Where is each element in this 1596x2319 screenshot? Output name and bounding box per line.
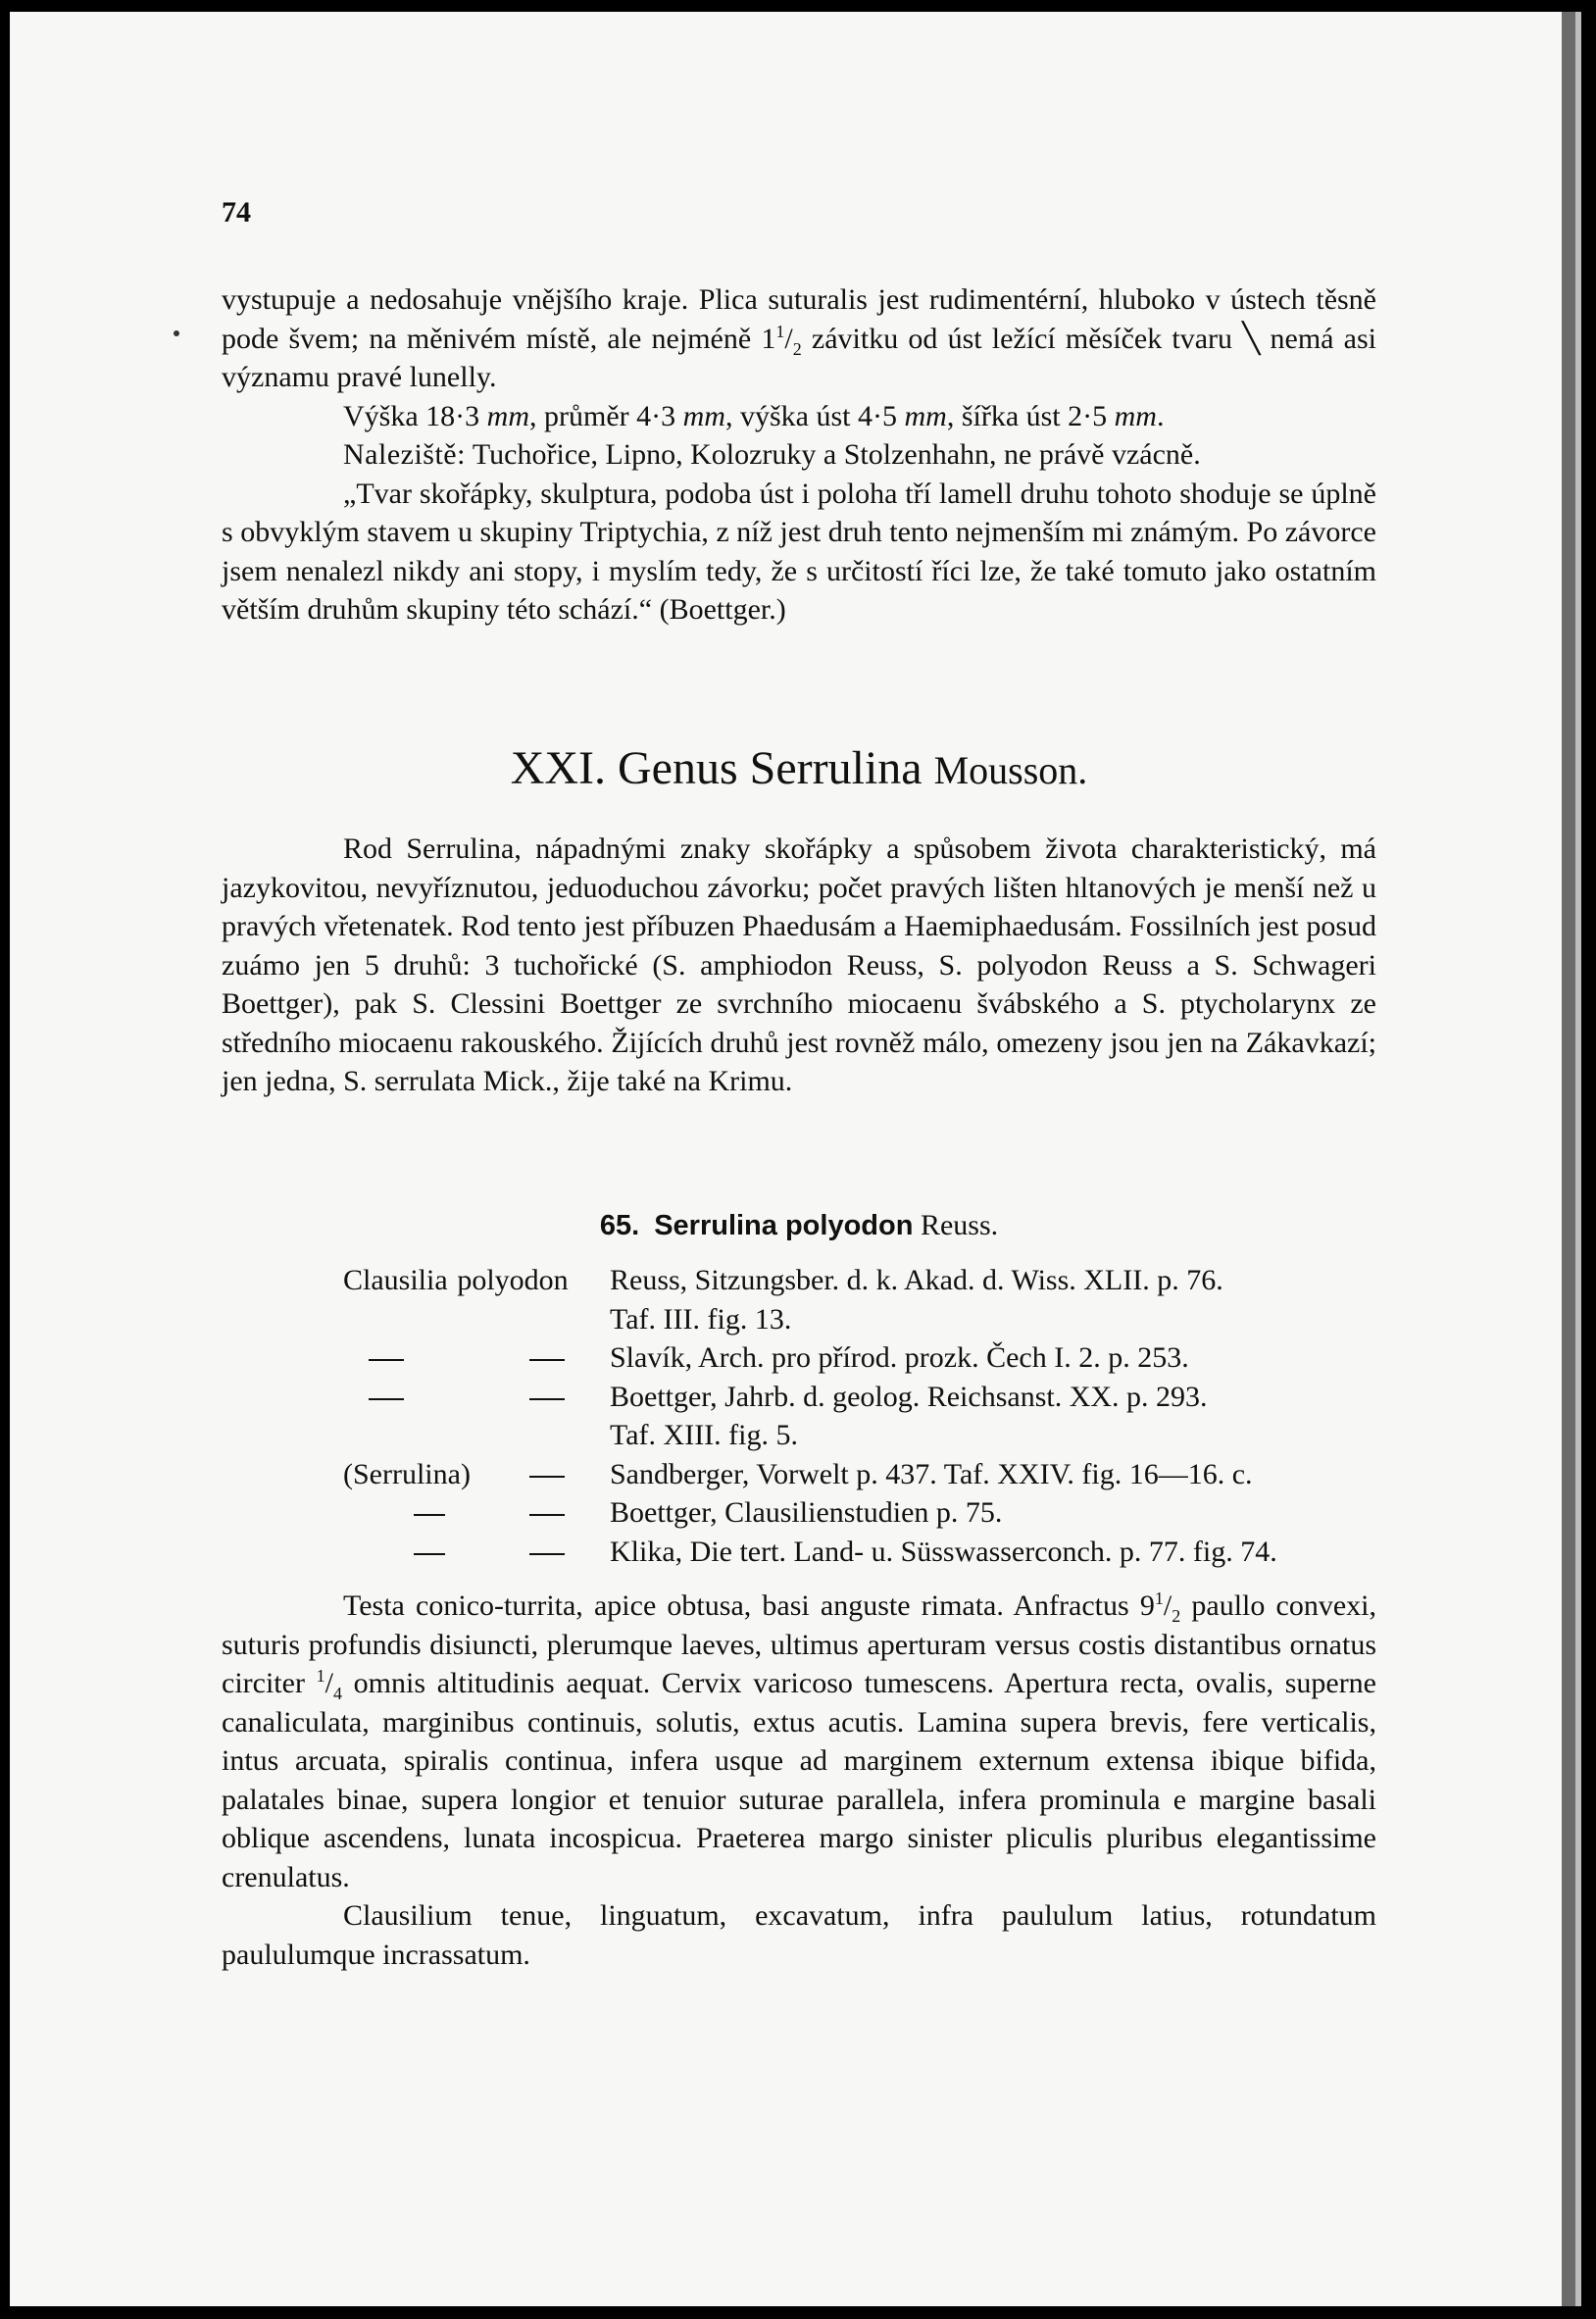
synonymy-row (222, 1378, 1378, 1417)
genus-author: Mousson. (933, 748, 1088, 792)
synonym-reference: Taf. XIII. fig. 5. (610, 1419, 798, 1451)
species-number: 65. (599, 1210, 640, 1241)
synonym-reference-text: Sandberger, Vorwelt p. 437. Taf. XXIV. fig. 16—16. c. (610, 1457, 1253, 1490)
page-edge-shadow (1562, 12, 1575, 2306)
unit: mm (1114, 399, 1157, 432)
text-run: omnis altitudinis aequat. Cervix varicoso tumescens. Apertura recta, ovalis, superne canaliculata, marginibus continuis, solutis, extus acutis. Lamina supera brevis, fere verticalis, intus arcuata, spiralis continua, infera usque ad marginem externum extensa ibique bifida, palatales binae, supera longior et tenuior suturae parallela, infera prominula e margine basali oblique ascendens, lunata incospicua. Praeterea margo sinister pliculis pluribus elegantissime crenulatus. (222, 1667, 1377, 1893)
paragraph-locality (222, 435, 1376, 475)
text-block-genus (222, 830, 1376, 1101)
synonym-species: polyodon (457, 1264, 569, 1296)
ditto-dash (414, 1514, 445, 1516)
measurement-aperture-width: , šířka úst 2·5 (946, 399, 1115, 432)
unit: mm (486, 399, 529, 432)
synonymy-row (222, 1455, 1378, 1494)
fraction-denominator: 4 (332, 1684, 342, 1703)
ditto-dash (369, 1359, 404, 1361)
ditto-dash (529, 1476, 565, 1478)
paragraph-genus-description: Rod Serrulina, nápadnými znaky skořápky a spůsobem života charakteristický, má jazykovitou, nevyříznutou, jeduoduchou závorku; počet pravých lišten hltanových je menší než u pravých vřetenatek. Rod tento jest příbuzen Phaedusám a Haemiphaedusám. Fossilních jest posud zuámo jen 5 druhů: 3 tuchořické (S. amphiodon Reuss, S. polyodon Reuss a S. Schwageri Boettger), pak S. Clessini Boettger ze svrchního miocaenu švábského a S. ptycholarynx ze středního miocaenu rakouského. Žijících druhů jest rovněž málo, omezeny jsou jen na Zákavkazí; jen jedna, S. serrulata Mick., žije také na Krimu. (222, 832, 1376, 1097)
text-run: paullo convexi, suturis profundis disiuncti, plerumque laeves, ultimus aperturam versus costis distantibus ornatus circiter (222, 1589, 1377, 1699)
paragraph-measurements (222, 397, 1376, 436)
lunella-shape-glyph: ╲ (1242, 322, 1261, 355)
synonym-genus: (Serrulina) (343, 1457, 471, 1490)
unit: mm (682, 399, 725, 432)
synonym-reference: Klika, Die tert. Land- u. Süsswasserconch. p. 77. fig. 74. (610, 1535, 1277, 1568)
synonymy-row (222, 1416, 1378, 1455)
synonym-reference: Taf. III. fig. 13. (610, 1302, 792, 1336)
text-run: Testa conico-turrita, apice obtusa, basi anguste rimata. Anfractus 9 (343, 1589, 1155, 1622)
paragraph-clausilium: Clausilium tenue, linguatum, excavatum, infra paululum latius, rotundatum paululumque incrassatum. (222, 1899, 1376, 1971)
margin-mark (174, 330, 179, 336)
fraction-denominator: 2 (792, 338, 802, 359)
ditto-dash (529, 1514, 565, 1516)
ditto-dash (414, 1553, 445, 1555)
synonymy-row (222, 1533, 1378, 1572)
text-run: závitku od úst ležící měsíček tvaru (801, 322, 1243, 355)
synonym-reference (610, 1455, 1253, 1494)
synonymy-row (222, 1493, 1378, 1533)
species-author: Reuss. (920, 1209, 999, 1241)
locality-label: Naleziště: (343, 438, 466, 471)
unit: mm (904, 399, 947, 432)
measurement-aperture-height: , výška úst 4·5 (724, 399, 905, 432)
fraction-numerator: 1 (316, 1666, 325, 1686)
page-edge-highlight (1575, 12, 1581, 2306)
locality-text: Tuchořice, Lipno, Kolozruky a Stolzenhahn, ne právě vzácně. (465, 438, 1201, 471)
genus-title: XXI. Genus Serrulina (510, 742, 923, 794)
text-run: nemá asi významu pravé lunelly. (222, 322, 1376, 393)
fraction-denominator: 2 (1172, 1606, 1181, 1626)
synonymy-row (222, 1300, 1378, 1339)
synonym-reference: Slavík, Arch. pro přírod. prozk. Čech I. 2. p. 253. (610, 1341, 1189, 1374)
fraction-numerator: 1 (775, 321, 785, 341)
species-name: Serrulina polyodon (654, 1210, 914, 1241)
paragraph-quote: „Tvar skořápky, skulptura, podoba úst i poloha tří lamell druhu tohoto shoduje se úplně s obvyklým stavem u skupiny Triptychia, z níž jest druh tento nejmenším mi známým. Po závorce jsem nenalezl nikdy ani stopy, i myslím tedy, že s určitostí říci lze, že také tomuto jako ostatním větším druhům skupiny této schází.“ (Boettger.) (222, 477, 1376, 626)
text-block-intro (222, 280, 1376, 630)
paragraph-testa: Testa conico-turrita, apice obtusa, basi anguste rimata. Anfractus $9^1/_2$ paullo convexi, suturis profundis disiuncti, plerumque laeves, ultimus aperturam versus costis distantibus ornatus circiter $^1/_4$ omnis altitudinis aequat. Cervix varicoso tumescens. Apertura recta, ovalis, superne canaliculata, marginibus continuis, solutis, extus acutis. Lamina supera brevis, fere verticalis, intus arcuata, spiralis continua, infera usque ad marginem externum extensa ibique bifida, palatales binae, supera longior et tenuior suturae parallela, infera prominula e margine basali oblique ascendens, lunata incospicua. Praeterea margo sinister pliculis pluribus elegantissime crenulatus. (222, 1588, 1377, 1893)
synonymy-row (222, 1261, 1378, 1300)
ditto-dash (529, 1398, 565, 1400)
synonym-genus: Clausilia (343, 1264, 448, 1296)
ditto-dash (369, 1398, 404, 1400)
measurement-height: Výška 18·3 (343, 399, 487, 432)
genus-heading (222, 739, 1376, 800)
page-number: 74 (222, 196, 251, 228)
ditto-dash (529, 1553, 565, 1555)
measurement-diameter: , průměr 4·3 (529, 399, 683, 432)
synonym-reference: Reuss, Sitzungsber. d. k. Akad. d. Wiss. XLII. p. 76. (610, 1264, 1223, 1296)
text-run: . (1156, 399, 1165, 432)
text-run: vystupuje a nedosahuje vnějšího kraje. Plica suturalis jest rudimentérní, hluboko v ústech těsně pode švem; na měnivém místě, ale nejméně 1 (222, 283, 1376, 355)
synonymy-list (222, 1261, 1378, 1571)
fraction-numerator: 1 (1154, 1588, 1164, 1608)
ditto-dash (529, 1359, 565, 1361)
text-block-latin-description (222, 1587, 1376, 1974)
paragraph-plica: vystupuje a nedosahuje vnějšího kraje. Plica suturalis jest rudimentérní, hluboko v ústech těsně pode švem; na měnivém místě, ale nejméně $1^1/_2$ závitku od úst ležící měsíček tvaru ╲ nemá asi významu pravé lunelly. (222, 283, 1376, 393)
synonymy-row (222, 1338, 1378, 1378)
synonym-reference: Boettger, Jahrb. d. geolog. Reichsanst. XX. p. 293. (610, 1380, 1208, 1413)
synonym-reference: Boettger, Clausilienstudien p. 75. (610, 1496, 1003, 1529)
species-heading (222, 1206, 1376, 1245)
